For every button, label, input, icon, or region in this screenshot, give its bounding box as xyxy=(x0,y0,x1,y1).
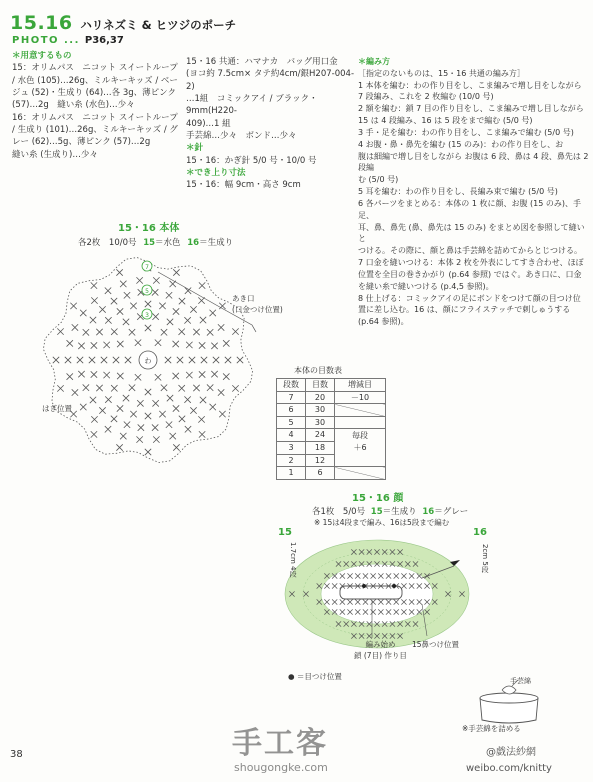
stitch-mark xyxy=(167,395,173,401)
stitch-mark xyxy=(117,373,123,379)
page-number: 38 xyxy=(10,749,23,760)
stitch-mark xyxy=(111,298,117,304)
count-header: 段数 xyxy=(277,379,306,392)
stitch-mark xyxy=(199,342,205,348)
stitch-mark xyxy=(145,325,151,331)
stitch-mark xyxy=(99,306,105,312)
stitch-mark xyxy=(67,340,73,346)
center-label: わ xyxy=(144,357,152,365)
stitch-mark xyxy=(201,357,207,363)
nose-position-label: 15鼻つけ位置 xyxy=(412,640,460,649)
count-cell xyxy=(335,416,386,429)
count-cell: 毎段 xyxy=(335,429,386,442)
stitch-mark xyxy=(152,289,158,295)
stitch-mark xyxy=(111,416,117,422)
stitch-mark xyxy=(207,329,213,335)
stitch-mark xyxy=(80,310,86,316)
count-row xyxy=(277,391,386,404)
row-label-3: 3 xyxy=(145,312,149,319)
stitch-mark xyxy=(117,405,123,411)
face-left-dimension: 1.7cm 4段 xyxy=(289,542,298,578)
stitch-mark xyxy=(232,385,238,391)
method-heading: ＊編み方 xyxy=(358,57,390,66)
stitch-mark xyxy=(213,357,219,363)
eye-legend: ● ＝目つけ位置 xyxy=(288,672,342,681)
needle-heading: ＊針 xyxy=(186,143,204,154)
materials-heading: ＊用意するもの xyxy=(12,51,72,61)
stitch-mark xyxy=(161,385,167,391)
stitch-mark xyxy=(124,421,130,427)
stitch-mark xyxy=(72,324,78,330)
stitch-mark xyxy=(113,357,119,363)
count-cell: 3 xyxy=(277,441,306,454)
stitch-mark xyxy=(198,416,204,422)
stitch-mark xyxy=(83,384,89,390)
stitch-mark xyxy=(199,282,205,288)
count-row xyxy=(277,467,386,480)
stitch-mark xyxy=(152,400,158,406)
stitch-mark xyxy=(200,397,206,403)
stuffing-label: 手芸綿 xyxy=(510,677,531,685)
face-left-number: 15 xyxy=(278,527,292,538)
stitch-mark xyxy=(90,317,96,323)
stitch-mark xyxy=(153,277,159,283)
stitch-mark xyxy=(200,317,206,323)
stitch-mark xyxy=(179,385,185,391)
count-row xyxy=(277,416,386,429)
stitch-mark xyxy=(145,301,151,307)
stitch-mark xyxy=(83,329,89,335)
materials-line: (57)…2g 縫い糸 (水色)…少々 xyxy=(12,100,135,111)
stitch-mark xyxy=(136,436,142,442)
count-row xyxy=(277,441,386,454)
stitch-mark xyxy=(65,357,71,363)
stuffing-illustration xyxy=(474,676,544,724)
stitch-mark xyxy=(53,357,59,363)
stuffing-note: ※手芸綿を詰める xyxy=(462,724,521,733)
stitch-mark xyxy=(129,329,135,335)
stitch-mark xyxy=(237,357,243,363)
stitch-mark xyxy=(199,431,205,437)
face-diagram-subtitle: 各1枚 5/0号 15＝生成り 16＝グレー xyxy=(312,507,469,517)
face-right-number: 16 xyxy=(473,527,487,538)
stitch-mark xyxy=(103,372,109,378)
materials-line: ジュ (52)・生成り (64)…各 3g、薄ピンク xyxy=(12,87,176,98)
stitch-mark xyxy=(70,303,76,309)
stitch-mark xyxy=(232,328,238,334)
stitch-mark xyxy=(111,329,117,335)
weibo-url: weibo.com/knitty xyxy=(466,763,552,774)
stitch-mark xyxy=(130,303,136,309)
stitch-mark xyxy=(190,407,196,413)
materials-line: 縫い糸 (生成り)…少々 xyxy=(12,149,98,160)
stitch-mark xyxy=(96,329,102,335)
count-row xyxy=(277,454,386,467)
stitch-mark xyxy=(105,396,111,402)
stitch-mark xyxy=(111,385,117,391)
stitch-mark xyxy=(189,357,195,363)
stitch-mark xyxy=(57,328,63,334)
common-line: …1組 コミックアイ / ブラック・9mm(H220- xyxy=(186,93,318,117)
stitch-mark xyxy=(103,342,109,348)
stitch-mark xyxy=(152,313,158,319)
stitch-mark xyxy=(130,411,136,417)
site-logo: 手工客 xyxy=(232,726,328,761)
row-label-5: 5 xyxy=(145,288,149,295)
stitch-mark xyxy=(89,357,95,363)
stitch-mark xyxy=(116,444,122,450)
photo-reference: PHOTO ... P36,37 xyxy=(12,35,124,46)
stitch-mark xyxy=(184,317,190,323)
opening-leader xyxy=(158,272,225,310)
count-row xyxy=(277,429,386,442)
count-cell: 30 xyxy=(306,416,335,429)
materials-section xyxy=(12,50,182,161)
stitch-mark xyxy=(129,385,135,391)
size-heading: ＊でき上り寸法 xyxy=(186,167,246,178)
stitch-mark xyxy=(193,385,199,391)
stitch-mark xyxy=(135,374,141,380)
stitch-mark xyxy=(91,342,97,348)
stitch-mark xyxy=(161,329,167,335)
stitch-mark xyxy=(123,319,129,325)
count-cell: ＋6 xyxy=(335,441,386,454)
stitch-mark xyxy=(173,444,179,450)
stitch-mark xyxy=(173,373,179,379)
stitch-mark xyxy=(210,404,216,410)
stitch-mark xyxy=(123,395,129,401)
stitch-mark xyxy=(152,424,158,430)
stitch-mark xyxy=(145,449,151,455)
count-cell: 4 xyxy=(277,429,306,442)
stitch-mark xyxy=(179,329,185,335)
count-cell: －10 xyxy=(335,391,386,404)
count-cell: 1 xyxy=(277,467,306,480)
stitch-mark xyxy=(177,357,183,363)
stitch-mark xyxy=(185,426,191,432)
face-diagram-note: ※ 15は4段まで編み、16は5段まで編む xyxy=(314,518,450,527)
stitch-mark xyxy=(211,343,217,349)
body-diagram-subtitle: 各2枚 10/0号 15＝水色 16＝生成り xyxy=(78,238,234,248)
stitch-mark xyxy=(91,431,97,437)
stitch-mark xyxy=(77,357,83,363)
stitch-mark xyxy=(145,389,151,395)
stitch-mark xyxy=(80,404,86,410)
stitch-mark xyxy=(223,340,229,346)
stitch-mark xyxy=(125,357,131,363)
count-cell xyxy=(335,467,386,480)
stitch-mark xyxy=(173,269,179,275)
size-info: 15・16：幅 9cm・高さ 9cm xyxy=(186,180,301,191)
stitch-mark xyxy=(116,269,122,275)
method-step-1: 1 本体を編む：わの作り目をし、こま編みで増し目をしながら 7 段編み、これを 2 枚編む (10/0 号) xyxy=(358,80,582,102)
method-step-7: 7 口金を縫いつける：本体 2 枚を外表にしてすき合わせ、ほぼ 位置を全目の巻きかがり (p.64 参照) ではぐ。あき口に、口金 を縫い糸で縫いつける (p.4,5 参照)。 xyxy=(358,258,584,291)
stitch-mark xyxy=(166,292,172,298)
stitch-mark xyxy=(165,357,171,363)
face-right-dimension: 2cm 5段 xyxy=(481,544,490,573)
stitch-mark xyxy=(218,389,224,395)
weibo-handle: @戯法紗網 xyxy=(486,747,536,758)
stitch-mark xyxy=(124,292,130,298)
pattern-number: 15.16 xyxy=(10,12,73,34)
stitch-mark xyxy=(193,329,199,335)
stitch-mark xyxy=(91,416,97,422)
stitch-mark xyxy=(72,389,78,395)
materials-line: 16：オリムパス ニコット スイートループ xyxy=(12,112,178,123)
count-cell: 7 xyxy=(277,391,306,404)
stitch-mark xyxy=(101,357,107,363)
count-row xyxy=(277,404,386,417)
stitch-mark xyxy=(173,341,179,347)
stitch-mark xyxy=(173,405,179,411)
stitch-mark xyxy=(96,385,102,391)
stitch-mark xyxy=(135,339,141,345)
stitch-mark xyxy=(155,339,161,345)
count-cell xyxy=(335,454,386,467)
method-step-6: 6 各パーツをまとめる：本体の 1 枚に顔、お腹 (15 のみ)、手足、 耳、鼻、鼻先 (鼻、鼻先は 15 のみ) をまとめ図を参照して縫いと つける。その際に、顔と鼻は手芸綿を詰めてからとじつける。 xyxy=(358,198,585,256)
method-step-4: 4 お腹・鼻・鼻先を編む (15 のみ)：わの作り目をし、お 腹は細編で増し目をしながら お腹は 6 段、鼻は 4 段、鼻先は 2 段編 む (5/0 号) xyxy=(358,139,589,185)
count-cell: 24 xyxy=(306,429,335,442)
stitch-mark xyxy=(159,411,165,417)
stitch-mark xyxy=(219,411,225,417)
count-cell: 5 xyxy=(277,416,306,429)
stitch-mark xyxy=(170,433,176,439)
stitch-mark xyxy=(167,319,173,325)
stitch-mark xyxy=(199,371,205,377)
stitch-mark xyxy=(120,433,126,439)
stitch-mark xyxy=(173,308,179,314)
stitch-mark xyxy=(78,371,84,377)
count-cell: 30 xyxy=(306,404,335,417)
stitch-mark xyxy=(186,372,192,378)
stitch-mark xyxy=(166,421,172,427)
stitch-mark xyxy=(218,324,224,330)
stitch-mark xyxy=(190,306,196,312)
stitch-mark xyxy=(225,357,231,363)
seam-label: はぎ位置 xyxy=(42,404,72,413)
stitch-mark xyxy=(91,371,97,377)
count-cell xyxy=(335,404,386,417)
common-line: 手芸綿…少々 ボンド…少々 xyxy=(186,130,297,141)
method-step-3: 3 手・足を編む：わの作り目をし、こま編みで編む (5/0 号) xyxy=(358,127,574,137)
stitch-mark xyxy=(105,288,111,294)
count-table xyxy=(276,378,386,480)
common-line: 409)…1 組 xyxy=(186,118,231,129)
stitch-mark xyxy=(117,308,123,314)
method-step-5: 5 耳を編む：わの作り目をし、長編み束で編む (5/0 号) xyxy=(358,187,558,197)
materials-line: / 生成り (101)…26g、ミルキーキッズ / グ xyxy=(12,124,178,135)
stitch-mark xyxy=(185,288,191,294)
stitch-mark xyxy=(207,384,213,390)
stitch-mark xyxy=(99,407,105,413)
stitch-mark xyxy=(136,277,142,283)
stitch-mark xyxy=(137,400,143,406)
stitch-mark xyxy=(120,281,126,287)
stitch-mark xyxy=(159,303,165,309)
stitch-mark xyxy=(179,416,185,422)
eye-position-right xyxy=(392,584,396,588)
opening-label: あき口 (口金つけ位置) xyxy=(232,294,283,314)
stitch-mark xyxy=(155,374,161,380)
stitch-mark xyxy=(223,373,229,379)
stitch-mark xyxy=(138,424,144,430)
body-diagram-title: 15・16 本体 xyxy=(118,223,180,234)
pattern-title: ハリネズミ & ヒツジのポーチ xyxy=(80,18,237,32)
stitch-mark xyxy=(91,297,97,303)
needle-info: 15・16：かぎ針 5/0 号・10/0 号 xyxy=(186,155,317,166)
start-label: 編み始め 鎖 (7目) 作り目 xyxy=(354,640,407,660)
method-section xyxy=(358,56,590,328)
method-step-8: 8 仕上げる：コミックアイの足にボンドをつけて顔の目つけ位 置に差し込む。16 は、顔にフライステッチで刺しゅうする (p.64 参照)。 xyxy=(358,293,581,327)
common-line: (ヨコ約 7.5cm× タテ約4cm/銀H207-004-2) xyxy=(186,69,355,92)
row-label-7: 7 xyxy=(145,264,149,271)
count-header: 増減目 xyxy=(335,379,386,392)
count-cell: 2 xyxy=(277,454,306,467)
stitch-mark xyxy=(67,373,73,379)
common-line: 15・16 共通：ハマナカ バッグ用口金 xyxy=(186,57,338,67)
materials-line: 15：オリムパス ニコット スイートループ xyxy=(12,63,178,74)
count-cell: 12 xyxy=(306,454,335,467)
body-crochet-chart xyxy=(20,250,280,475)
count-cell: 6 xyxy=(277,404,306,417)
stitch-mark xyxy=(145,413,151,419)
stitch-mark xyxy=(78,343,84,349)
stitch-mark xyxy=(90,397,96,403)
eye-position-left xyxy=(362,584,366,588)
face-diagram-title: 15・16 顔 xyxy=(352,493,404,504)
count-cell: 20 xyxy=(306,391,335,404)
stitch-mark xyxy=(91,282,97,288)
stitch-mark xyxy=(153,436,159,442)
site-url: shougongke.com xyxy=(234,761,328,774)
count-table-title: 本体の目数表 xyxy=(294,366,342,375)
method-step-2: 2 額を編む：鎖 7 目の作り目をし、こま編みで増し目しながら 15 は 4 段編み、16 は 5 段をまで編む (5/0 号) xyxy=(358,104,584,126)
stitch-mark xyxy=(179,298,185,304)
method-note: ［指定のないものは、15・16 共通の編み方］ xyxy=(358,68,525,78)
stitch-mark xyxy=(57,385,63,391)
stitch-mark xyxy=(211,371,217,377)
count-header: 目数 xyxy=(306,379,335,392)
stitch-mark xyxy=(186,342,192,348)
stitch-mark xyxy=(117,341,123,347)
stitch-mark xyxy=(184,396,190,402)
common-section xyxy=(186,56,354,191)
stitch-mark xyxy=(210,310,216,316)
count-cell: 18 xyxy=(306,441,335,454)
stitch-mark xyxy=(105,317,111,323)
count-cell: 6 xyxy=(306,467,335,480)
materials-line: レー (62)…5g、薄ピンク (57)…2g xyxy=(12,137,151,148)
materials-line: / 水色 (105)…26g、ミルキーキッズ / ベー xyxy=(12,75,178,86)
stitch-mark xyxy=(105,426,111,432)
